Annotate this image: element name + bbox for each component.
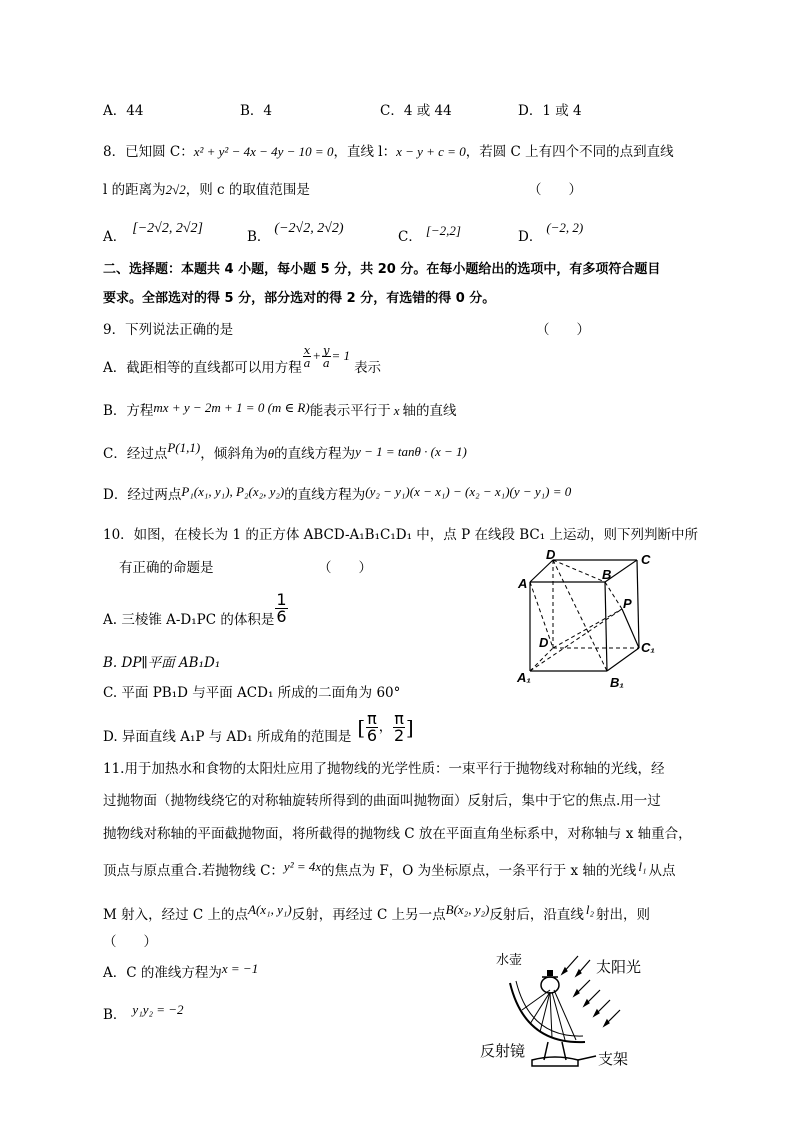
q11-line5-a: M 射入，经过 C 上的点 [103, 907, 249, 923]
q8-option-a-label: A． [103, 229, 127, 245]
q8-option-d-value: (−2, 2) [546, 220, 584, 235]
q9-option-c-text: C．经过点 [103, 446, 168, 462]
solar-kettle-knob [547, 970, 553, 976]
q10-fraction-one-sixth: $\frac{1}{6}$ [276, 590, 287, 626]
q10-option-c: C. 平面 PB₁D 与平面 ACD₁ 所成的二面角为 60° [103, 685, 401, 701]
q10-angle-range: [ $\frac{\pi}{6}$ ， $\frac{\pi}{2}$ ] [357, 709, 414, 745]
q11-line5-c: 反射后，沿直线 [489, 907, 584, 923]
q10-option-d [103, 709, 414, 758]
q11-line4-b: 的焦点为 F，O 为坐标原点，一条平行于 x 轴的光线 [321, 863, 637, 879]
solar-label-kettle: 水壶 [496, 953, 523, 968]
q9-option-d-mid: 的直线方程为 [284, 487, 366, 503]
cube-label-D1-top: D [546, 548, 556, 562]
q11-point-A: A(x₁, y₁) [248, 902, 292, 917]
q9-option-b-text: B．方程 [103, 403, 154, 419]
q8-option-c [398, 223, 461, 246]
q9-option-c-equation: y − 1 = tanθ · (x − 1) [355, 444, 467, 459]
q8-option-b-label: B． [247, 229, 271, 245]
q9-option-d-points: P₁(x₁, y₁), P₂(x₂, y₂) [181, 484, 285, 499]
q8-suffix: ，若圆 C 上有四个不同的点到直线 [465, 144, 674, 160]
q9-answer-paren: （ ） [536, 322, 590, 338]
q8-prefix: 8．已知圆 C： [103, 144, 194, 160]
cube-hidden-diagonal-DB [553, 560, 605, 582]
q9-fraction-y-over-a: $\frac{y}{a}$ [322, 343, 330, 370]
q8-line2-b: ，则 c 的取值范围是 [185, 182, 310, 198]
q10-answer-paren: （ ） [318, 560, 372, 576]
q10-option-d-text: D. 异面直线 A₁P 与 AD₁ 所成角的范围是 [103, 729, 352, 745]
q11-line4-a: 顶点与原点重合.若抛物线 C： [103, 863, 284, 879]
cube-label-A: A [518, 576, 528, 591]
q9-option-d-text: D．经过两点 [103, 487, 182, 503]
q8-option-c-label: C． [398, 229, 422, 245]
q8-option-b [247, 221, 344, 247]
q11-stem-line3: 抛物线对称轴的平面截抛物面，将所截得的抛物线 C 放在平面直角坐标系中，对称轴与 x 轴重合， [103, 826, 692, 842]
solar-label-sunlight: 太阳光 [596, 958, 642, 976]
q10-option-a [103, 590, 289, 640]
cube-edge-CC1 [637, 560, 639, 648]
q9-equals-one: = 1 [331, 348, 351, 363]
q10-option-b: B. DP∥平面 AB₁D₁ [103, 655, 221, 671]
q9-option-b [103, 402, 456, 420]
q8-option-d-label: D． [518, 229, 543, 245]
q10-option-a-text: A. 三棱锥 A-D₁PC 的体积是 [103, 612, 275, 628]
cube-label-D-inner: D [539, 635, 549, 650]
q8-mid: ，直线 l： [333, 144, 397, 160]
q11-option-b-equation: y₁y₂ = −2 [132, 1002, 184, 1017]
q11-parabola-equation: y² = 4x [283, 859, 322, 874]
q7-option-d: D．1 或 4 [518, 103, 582, 119]
solar-cooker-figure [470, 950, 685, 1075]
q9-option-b-tail: 能表示平行于 [309, 403, 391, 419]
q8-option-a [103, 221, 203, 247]
section2-heading-line1: 二、选择题：本题共 4 小题，每小题 5 分，共 20 分。在每小题给出的选项中，有多项符合题目 [103, 262, 661, 277]
q9-option-c-theta: θ [267, 446, 275, 461]
cube-segment-PC1 [622, 609, 639, 648]
solar-label-stand: 支架 [598, 1050, 629, 1068]
q11-option-a [103, 961, 259, 982]
q11-point-B: B(x₂, y₂) [445, 902, 490, 917]
q8-option-a-value: [−2√2, 2√2] [132, 221, 203, 236]
q11-option-b-text: B． [103, 1007, 127, 1023]
solar-stand [532, 1042, 596, 1066]
cube-edge-BB1 [605, 582, 607, 671]
q8-option-c-value: [−2,2] [425, 223, 461, 238]
q9-option-d-equation: (y₂ − y₁)(x − x₁) − (x₂ − x₁)(y − y₁) = 0 [365, 484, 572, 499]
q9-plus: + [312, 348, 322, 363]
q8-circle-equation: x² + y² − 4x − 4y − 10 = 0 [193, 144, 334, 159]
q8-stem [103, 143, 674, 161]
cube-hidden-edge-A1D1 [530, 648, 553, 671]
q9-option-b-equation: mx + y − 2m + 1 = 0 (m ∈ R) [153, 400, 310, 415]
cube-label-C: C [641, 552, 651, 567]
q10-stem-line2: 有正确的命题是 [119, 560, 214, 576]
q9-option-b-tail2: 轴的直线 [402, 403, 457, 419]
q8-stem-line2 [103, 181, 310, 199]
q11-line-l2: l₂ [585, 902, 594, 917]
q10-stem-line1: 10．如图，在棱长为 1 的正方体 ABCD-A₁B₁C₁D₁ 中，点 P 在线段 BC₁ 上运动，则下列判断中所 [103, 527, 698, 543]
q7-option-a: A．44 [103, 103, 144, 119]
q11-answer-paren: （ ） [103, 934, 157, 950]
q11-option-a-equation: x = −1 [221, 961, 259, 976]
q11-stem-line1: 11.用于加热水和食物的太阳灶应用了抛物线的光学性质：一束平行于抛物线对称轴的光线，经 [103, 761, 665, 777]
cube-label-B: B [602, 567, 612, 582]
q11-line5-d: 射出，则 [595, 907, 650, 923]
q8-answer-paren: （ ） [528, 182, 582, 198]
cube-label-A1: A₁ [517, 670, 531, 685]
q11-line5-b: 反射，再经过 C 上另一点 [291, 907, 446, 923]
section2-heading-line2: 要求。全部选对的得 5 分，部分选对的得 2 分，有选错的得 0 分。 [103, 291, 496, 306]
q7-option-c: C．4 或 44 [380, 103, 452, 119]
cube-label-P: P [623, 596, 632, 611]
q11-stem-line5 [103, 902, 650, 924]
cube-label-C1: C₁ [641, 640, 655, 655]
q11-line4-c: 从点 [648, 863, 676, 879]
q8-distance: 2√2 [165, 182, 186, 197]
cube-edge-B1C1 [607, 648, 639, 671]
q9-option-b-x: x [393, 403, 400, 418]
q9-option-d [103, 486, 571, 504]
q9-option-a-tail: 表示 [354, 360, 382, 376]
q11-stem-line4 [103, 859, 676, 880]
q11-stem-line2: 过抛物面（抛物线绕它的对称轴旋转所得到的曲面叫抛物面）反射后，集中于它的焦点.用一过 [103, 793, 661, 809]
cube-hidden-diagonal-DB1 [553, 560, 607, 671]
q9-option-a [103, 343, 382, 384]
q9-option-c-mid: ，倾斜角为 [200, 446, 268, 462]
q8-line2-a: l 的距离为 [103, 182, 166, 198]
q8-line-equation: x − y + c = 0 [396, 144, 466, 159]
q9-option-c [103, 440, 467, 463]
q11-line-l1: l₁ [638, 859, 647, 874]
q11-option-b [103, 1002, 184, 1024]
q9-option-a-text: A．截距相等的直线都可以用方程 [103, 360, 302, 376]
cube-hidden-segment-BP [605, 582, 622, 609]
q9-fraction-x-over-a: $\frac{x}{a}$ [303, 343, 311, 370]
q8-option-d [518, 220, 584, 246]
cube-edge-AD [530, 560, 553, 582]
q9-stem: 9．下列说法正确的是 [103, 322, 234, 338]
solar-label-mirror: 反射镜 [480, 1042, 526, 1060]
q7-option-b: B．4 [240, 103, 273, 119]
cube-hidden-segment-D1P [553, 609, 622, 648]
q9-option-c-mid2: 的直线方程为 [274, 446, 356, 462]
cube-label-B1: B₁ [610, 675, 624, 690]
q9-option-c-point: P(1,1) [167, 440, 201, 455]
cube-figure [510, 548, 670, 694]
q8-option-b-value: (−2√2, 2√2) [274, 221, 344, 236]
q11-option-a-text: A．C 的准线方程为 [103, 965, 222, 981]
